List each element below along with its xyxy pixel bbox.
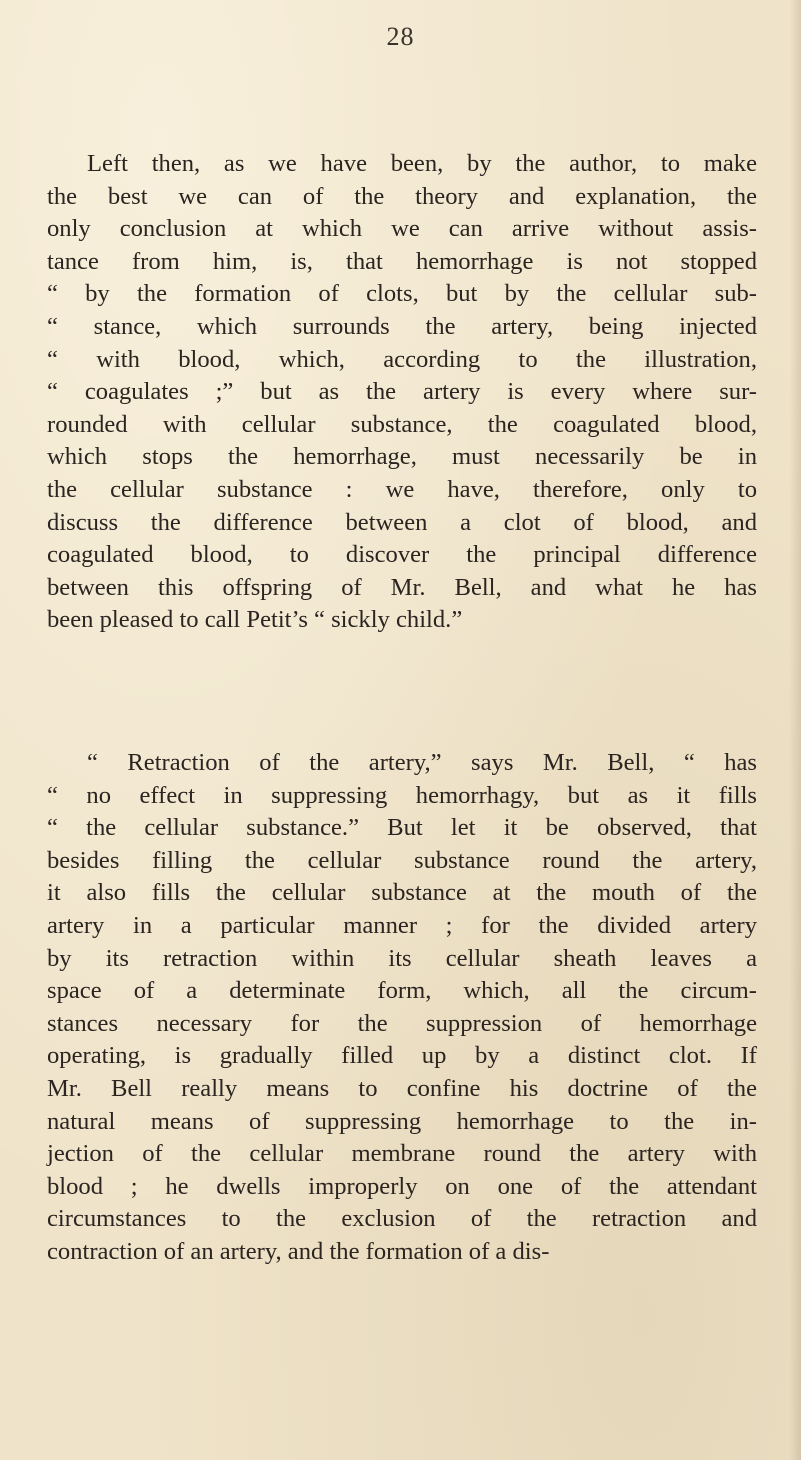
text-line: “ by the formation of clots, but by the cellular sub- bbox=[47, 280, 757, 308]
text-line: it also fills the cellular substance at the mouth of the bbox=[47, 879, 757, 907]
text-line: Left then, as we have been, by the author, to make bbox=[87, 150, 757, 177]
paragraph-2 bbox=[47, 747, 757, 1269]
text-line: the cellular substance : we have, therefore, only to bbox=[47, 475, 757, 503]
text-line: operating, is gradually filled up by a distinct clot. If bbox=[47, 1042, 757, 1070]
text-line: blood ; he dwells improperly on one of the attendant bbox=[47, 1172, 757, 1200]
page-edge-shadow bbox=[789, 0, 801, 1460]
text-line: circumstances to the exclusion of the retraction and bbox=[47, 1205, 757, 1233]
text-line: “ Retraction of the artery,” says Mr. Bell, “ has bbox=[87, 749, 757, 776]
text-line: space of a determinate form, which, all the circum- bbox=[47, 977, 757, 1005]
text-line: artery in a particular manner ; for the divided artery bbox=[47, 911, 757, 939]
text-line: “ the cellular substance.” But let it be observed, that bbox=[47, 814, 757, 842]
text-line: been pleased to call Petit’s “ sickly child.” bbox=[47, 606, 463, 634]
text-line: rounded with cellular substance, the coagulated blood, bbox=[47, 410, 757, 438]
text-line: which stops the hemorrhage, must necessarily be in bbox=[47, 443, 757, 471]
text-line: only conclusion at which we can arrive without assis- bbox=[47, 215, 757, 243]
text-line: “ coagulates ;” but as the artery is every where sur- bbox=[47, 378, 757, 406]
text-line: “ stance, which surrounds the artery, being injected bbox=[47, 312, 757, 340]
text-line: Mr. Bell really means to confine his doctrine of the bbox=[47, 1074, 757, 1102]
text-line: contraction of an artery, and the formation of a dis- bbox=[47, 1237, 550, 1265]
text-line: the best we can of the theory and explanation, the bbox=[47, 182, 757, 210]
text-line: jection of the cellular membrane round the artery with bbox=[47, 1140, 757, 1168]
text-line: stances necessary for the suppression of hemorrhage bbox=[47, 1009, 757, 1037]
text-line: by its retraction within its cellular sheath leaves a bbox=[47, 944, 757, 972]
text-line: “ with blood, which, according to the illustration, bbox=[47, 345, 757, 373]
paragraph-1 bbox=[47, 148, 757, 637]
text-line: between this offspring of Mr. Bell, and what he has bbox=[47, 573, 757, 601]
page-number: 28 bbox=[386, 22, 415, 51]
text-line: natural means of suppressing hemorrhage to the in- bbox=[47, 1107, 757, 1135]
text-line: discuss the difference between a clot of blood, and bbox=[47, 508, 757, 536]
text-line: coagulated blood, to discover the principal difference bbox=[47, 541, 757, 569]
text-line: besides filling the cellular substance round the artery, bbox=[47, 846, 757, 874]
text-line: tance from him, is, that hemorrhage is not stopped bbox=[47, 247, 757, 275]
text-line: “ no effect in suppressing hemorrhagy, but as it fills bbox=[47, 781, 757, 809]
